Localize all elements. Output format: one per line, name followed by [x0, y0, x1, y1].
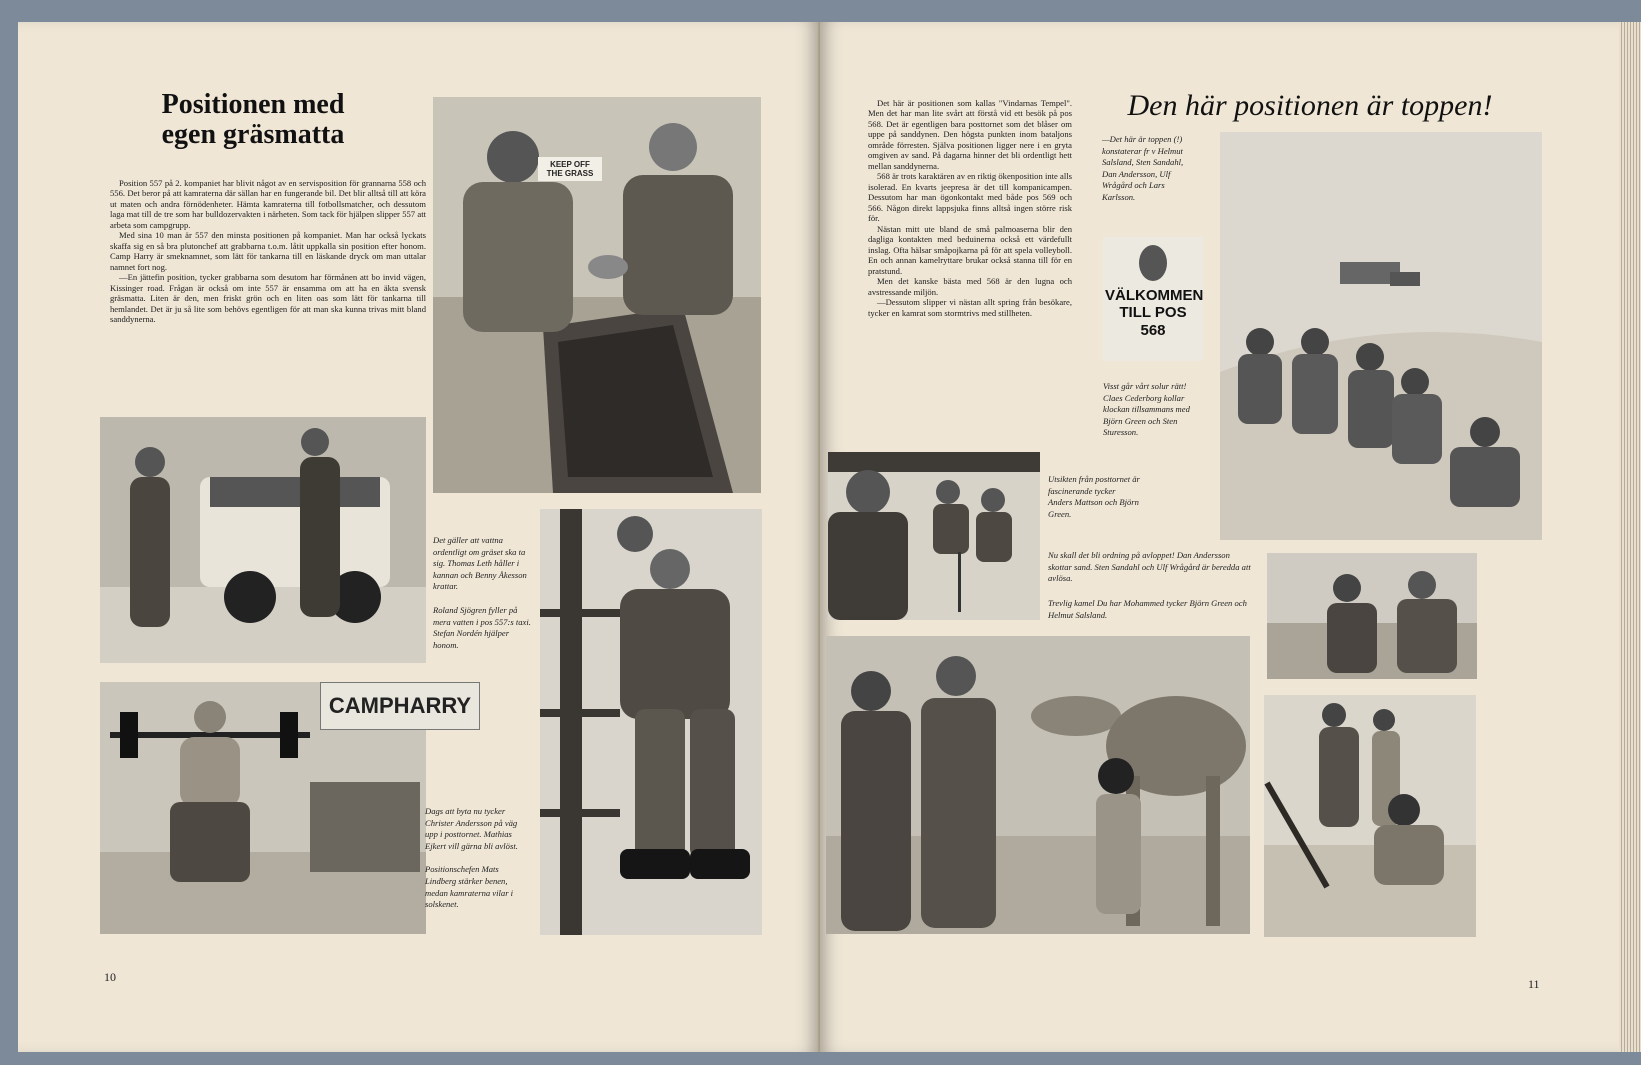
- caption-watering: Det gäller att vattna ordentligt om gräset ska ta sig. Thomas Leth håller i kannan och Benny Åkesson krattar.: [433, 535, 527, 592]
- photo-camel: [826, 636, 1250, 934]
- photo-jeep: [100, 417, 426, 663]
- right-paragraph: —Dessutom slipper vi nästan allt spring från besökare, tycker en kamrat som stormtrivs med stillheten.: [868, 297, 1072, 318]
- caption-view: Utsikten från posttornet är fascinerande tycker Anders Mattson och Björn Green.: [1048, 474, 1140, 519]
- left-captions-upper: [433, 535, 533, 663]
- page-edge: [1619, 22, 1641, 1052]
- left-page: [18, 22, 818, 1052]
- caption-taxi: Roland Sjögren fyller på mera vatten i pos 557:s taxi. Stefan Nordén hjälper honom.: [433, 604, 531, 650]
- photo-welcome-sign: [1103, 237, 1203, 361]
- caption-sundial: Visst går vårt solur rätt! Claes Cederborg kollar klockan tillsammans med Björn Green och Sten Sturesson.: [1103, 381, 1190, 438]
- photo-watering-grass: [433, 97, 761, 493]
- welcome-pos-568-sign: VÄLKOMMEN TILL POS 568: [1105, 287, 1204, 339]
- right-paragraph: Men det kanske bästa med 568 är den lugna och avstressande miljön.: [868, 276, 1072, 297]
- right-article-body: [868, 98, 1072, 318]
- right-page: [820, 22, 1620, 1052]
- caption-camel: Trevlig kamel Du har Mohammed tycker Björn Green och Helmut Salsland.: [1048, 598, 1247, 620]
- right-paragraph: 568 är trots karaktären av en riktig ökenposition inte alls isolerad. En kvarts jeepresa är det till kompanicampen. Dessutom har man ögonkontakt med både pos 569 och 566. Någon direkt lappsjuka finns alltså ingen större risk för.: [868, 171, 1072, 224]
- photo-group-dune: [1220, 132, 1542, 540]
- caption-drain: Nu skall det bli ordning på avloppet! Dan Andersson skottar sand. Sten Sandahl och Ulf Wrågård är beredda att avlösa.: [1048, 550, 1251, 584]
- photo-digging: [1264, 695, 1476, 937]
- left-paragraph: Med sina 10 man är 557 den minsta positionen på kompaniet. Man har också lyckats skaffa sig en så bra plutonchef att grabbarna t.o.m. låtit uppkalla sin position efter honom. Camp Harry är smeknamnet, som lätt för tankarna till en läskande dryck om man uttalar namnet fort nog.: [110, 230, 426, 272]
- photo-sundial: [828, 452, 1040, 620]
- right-paragraph: Nästan mitt ute bland de små palmoaserna blir den dagliga kontakten med beduinerna också ett värdefullt inslag. Ofta hälsar småpojkarna på för att spela volleyboll. En och annan kamelryttare brukar också stanna till för en pratstund.: [868, 223, 1072, 276]
- left-paragraph: Position 557 på 2. kompaniet har blivit något av en servisposition för grannarna 558 och 556. Det beror på att kamraterna där sällan har en fungerande bil. Det blir alltså till att köra ut maten och andra förnödenheter. Hämta kamraterna till fotbollsmatcher, och dessutom laga mat till de tre som har bulldozervakten i närheten. Som tack för hjälpen slipper 557 att arbeta som campgrupp.: [110, 178, 426, 230]
- left-article-body: [110, 178, 426, 325]
- caption-tower: Dags att byta nu tycker Christer Andersson på väg upp i posttornet. Mathias Ejkert vill gärna bli avlöst.: [425, 806, 518, 851]
- camp-harry-sign: CAMPHARRY: [320, 682, 480, 730]
- keep-off-grass-sign: KEEP OFF THE GRASS: [538, 157, 602, 181]
- right-paragraph: Det här är positionen som kallas "Vindarnas Tempel". Men det har man lite svårt att förstå vid ett besök på pos 568. Det är egentligen bara posttornet som det blåser om uppe på sanddynen. Den högsta punkten inom bataljons område förresten. Själva positionen ligger nere i en gryta omgiven av sand. På dagarna hinner det bli ordentligt hett mellan sanddynerna.: [868, 98, 1072, 171]
- left-headline: Positionen med egen gräsmatta: [161, 89, 345, 151]
- caption-weightlifting: Positionschefen Mats Lindberg stärker benen, medan kamraterna vilar i solskenet.: [425, 864, 514, 910]
- left-paragraph: —En jättefin position, tycker grabbarna som desutom har förmånen att bo invid vägen, Kissinger road. Frågan är också om inte 557 är ensamma om att ha en äkta svensk gräsmatta. Liten är den, men friskt grön och en liten oas som lätt för tankarna till hemlandet. Det är ju så lite som behövs egentligen för att man ska kunna trivas mitt bland sanddynerna.: [110, 272, 426, 325]
- left-page-number: 10: [104, 970, 116, 984]
- right-page-number: 11: [1528, 977, 1540, 991]
- right-headline: Den här positionen är toppen!: [1127, 89, 1493, 122]
- caption-top-group: —Det här är toppen (!) konstaterar fr v Helmut Salsland, Sten Sandahl, Dan Andersson, Ulf Wrågård och Lars Karlsson.: [1102, 134, 1184, 202]
- left-captions-lower: [425, 806, 525, 923]
- photo-post-tower: [540, 509, 762, 935]
- photo-tower-view: [1267, 553, 1477, 679]
